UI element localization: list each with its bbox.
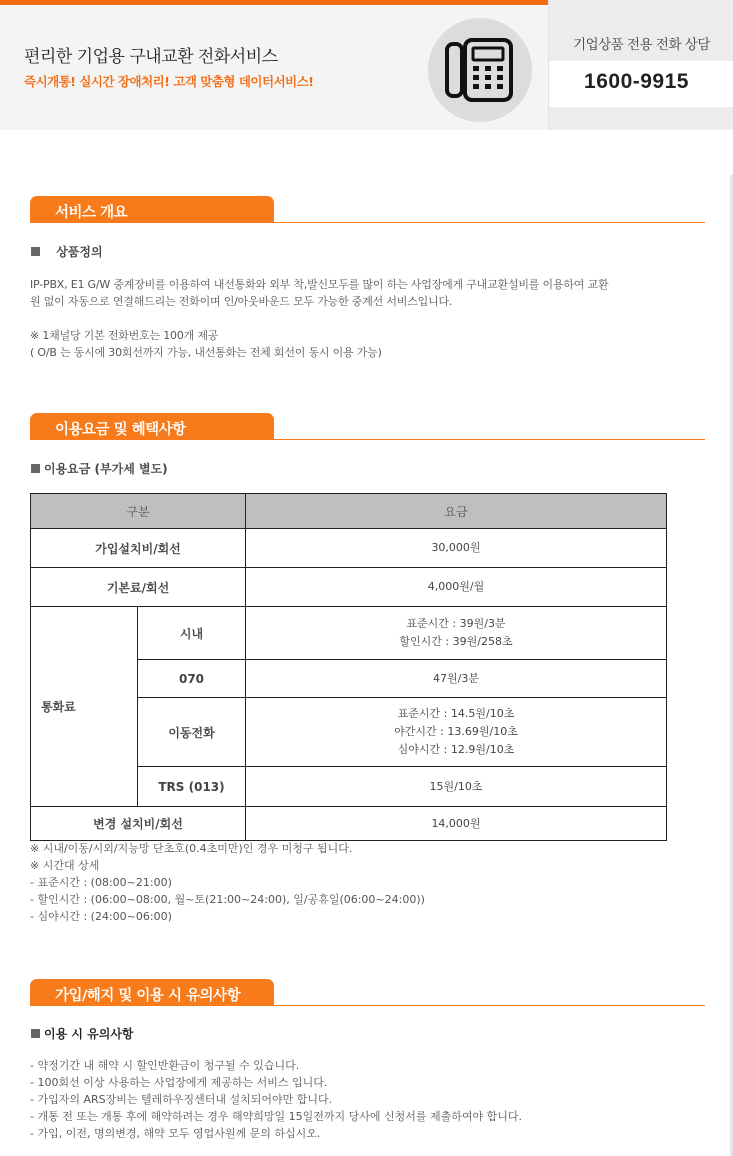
fee-notes	[30, 840, 710, 925]
table-row	[31, 568, 667, 607]
row-value: 14,000원	[246, 807, 667, 841]
section-title-overview: 서비스 개요	[55, 205, 128, 221]
table-header-row	[31, 494, 667, 529]
bullet-square-icon	[31, 1029, 40, 1038]
table-row	[31, 529, 667, 568]
row-value: 4,000원/월	[246, 568, 667, 607]
list-item: - 100회선 이상 사용하는 사업장에게 제공하는 서비스 입니다.	[30, 1076, 328, 1089]
caution-list	[30, 1057, 710, 1142]
row-label: 가입설치비/회선	[31, 529, 246, 568]
text-line: ( O/B 는 동시에 30회선까지 가능, 내선통화는 전체 회선이 동시 이용 가능)	[30, 346, 382, 359]
value-line: 표준시간 : 39원/3분	[406, 617, 506, 630]
row-label: 시내	[138, 607, 246, 660]
table-row	[31, 807, 667, 841]
section-divider	[274, 439, 705, 440]
subhead-label: 이용요금 (부가세 별도)	[44, 462, 168, 476]
text-line: IP-PBX, E1 G/W 중계장비를 이용하여 내선통화와 외부 착,발신모두를 많이 하는 사업장에게 구내교환설비를 이용하여 교환	[30, 278, 609, 291]
row-value	[246, 698, 667, 767]
bullet-square-icon	[31, 247, 40, 256]
value-line: 할인시간 : 39원/258초	[399, 635, 513, 648]
row-value	[246, 607, 667, 660]
consult-label: 기업상품 전용 전화 상담	[573, 37, 710, 53]
banner-subtitle: 즉시개통! 실시간 장애처리! 고객 맞춤형 데이터서비스!	[24, 74, 314, 89]
subhead-label: 이용 시 유의사항	[44, 1027, 134, 1041]
bullet-square-icon	[31, 464, 40, 473]
note-line: - 할인시간 : (06:00~08:00, 월~토(21:00~24:00), 일/공휴일(06:00~24:00))	[30, 893, 425, 906]
row-label: 070	[138, 660, 246, 698]
note-line: ※ 시내/이동/시외/지능망 단초호(0.4초미만)인 경우 미청구 됩니다.	[30, 842, 353, 855]
subhead-fees	[31, 460, 168, 477]
section-divider	[274, 1005, 705, 1006]
list-item: - 가입자의 ARS장비는 텔레하우징센터내 설치되어야만 합니다.	[30, 1093, 333, 1106]
service-banner	[0, 0, 733, 130]
subhead-label: 상품정의	[56, 245, 103, 259]
list-item: - 가입, 이전, 명의변경, 해약 모두 영업사원께 문의 하십시오.	[30, 1127, 321, 1140]
text-line: ※ 1채널당 기본 전화번호는 100개 제공	[30, 329, 219, 342]
row-value: 30,000원	[246, 529, 667, 568]
section-title-fees: 이용요금 및 혜택사항	[55, 422, 186, 438]
value-line: 표준시간 : 14.5원/10초	[397, 707, 515, 720]
fee-table	[30, 493, 667, 841]
subhead-product-definition	[31, 243, 103, 260]
row-value: 47원/3분	[246, 660, 667, 698]
desk-phone-icon	[445, 38, 515, 102]
list-item: - 약정기간 내 해약 시 할인반환금이 청구될 수 있습니다.	[30, 1059, 300, 1072]
note-line: - 심야시간 : (24:00~06:00)	[30, 910, 172, 923]
consult-panel	[548, 0, 733, 130]
table-row	[31, 607, 667, 660]
value-line: 심야시간 : 12.9원/10초	[397, 743, 515, 756]
section-header-fees	[30, 413, 274, 440]
row-value: 15원/10초	[246, 767, 667, 807]
consult-phone-number[interactable]: 1600-9915	[584, 70, 689, 93]
row-label: TRS (013)	[138, 767, 246, 807]
section-header-overview	[30, 196, 274, 223]
phone-icon-circle	[428, 18, 532, 122]
col-header-fee: 요금	[246, 494, 667, 529]
blank-line	[30, 310, 710, 327]
note-line: - 표준시간 : (08:00~21:00)	[30, 876, 172, 889]
value-line: 야간시간 : 13.69원/10초	[394, 725, 518, 738]
banner-title: 편리한 기업용 구내교환 전화서비스	[24, 47, 278, 67]
row-label: 변경 설치비/회선	[31, 807, 246, 841]
call-fee-category: 통화료	[31, 607, 138, 807]
section-title-caution: 가입/해지 및 이용 시 유의사항	[55, 988, 241, 1004]
section-header-caution	[30, 979, 274, 1006]
product-definition-text	[30, 276, 710, 361]
row-label: 기본료/회선	[31, 568, 246, 607]
section-divider	[274, 222, 705, 223]
text-line: 원 없이 자동으로 연결해드리는 전화이며 인/아웃바운드 모두 가능한 중계선 서비스입니다.	[30, 295, 453, 308]
list-item: - 개통 전 또는 개통 후에 해약하려는 경우 해약희망일 15일전까지 당사에 신청서를 제출하여야 합니다.	[30, 1110, 522, 1123]
subhead-caution	[31, 1025, 134, 1042]
col-header-category: 구분	[31, 494, 246, 529]
note-line: ※ 시간대 상세	[30, 859, 100, 872]
row-label: 이동전화	[138, 698, 246, 767]
